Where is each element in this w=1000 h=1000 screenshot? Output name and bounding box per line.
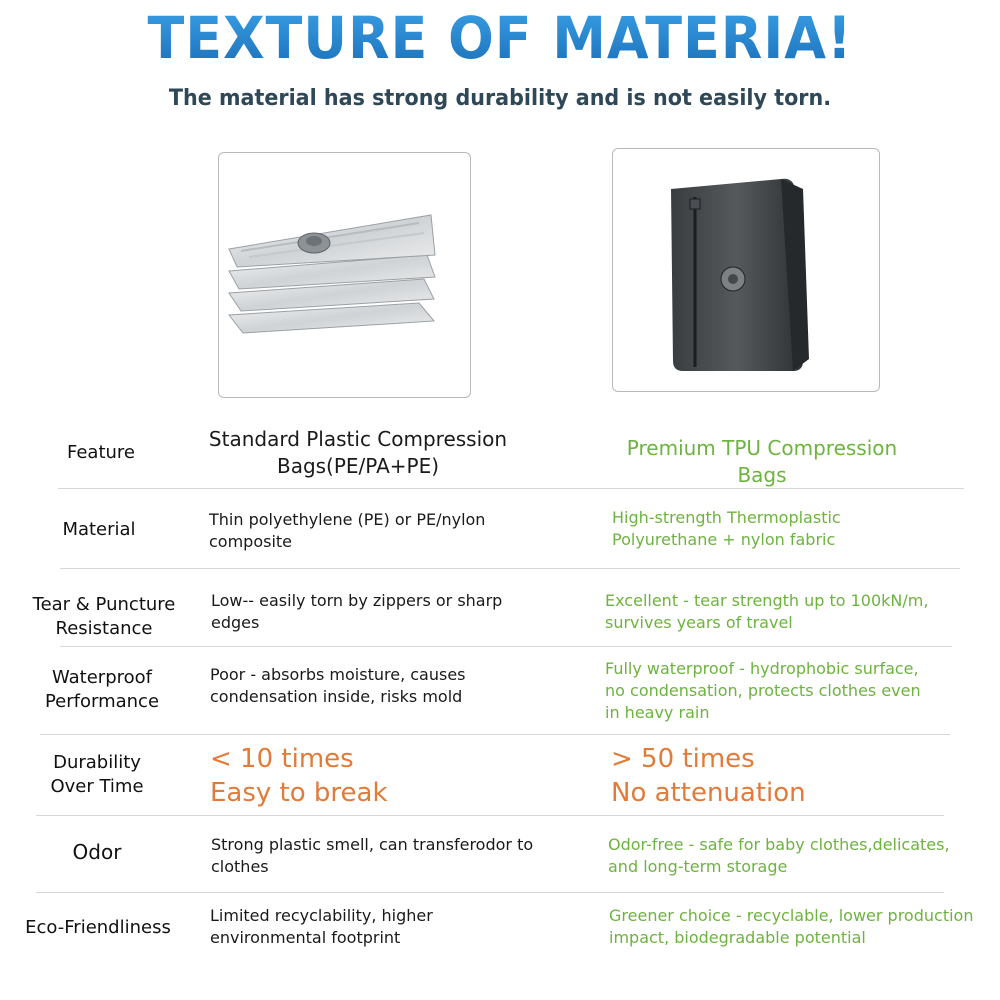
feature-durability: Durability Over Time [50,752,144,797]
header-premium: Premium TPU Compression Bags [626,436,898,487]
row-divider [40,734,950,735]
feature-waterproof: Waterproof Performance [44,667,160,712]
standard-durability-note: Easy to break [210,778,388,808]
standard-durability-count: < 10 times [210,744,354,774]
valve-icon [298,233,330,253]
standard-tear-resistance: Low-- easily torn by zippers or sharp edges [211,591,503,632]
feature-odor: Odor [72,840,122,864]
premium-material: High-strength Thermoplastic Polyurethane + nylon fabric [612,508,841,549]
premium-tear-resistance: Excellent - tear strength up to 100kN/m, survives years of travel [605,591,929,632]
standard-eco: Limited recyclability, higher environmental footprint [210,906,433,947]
row-divider [36,892,944,893]
row-divider [36,815,944,816]
page-subtitle: The material has strong durability and is not easily torn. [168,86,832,111]
tpu-bag-photo [612,148,880,392]
feature-eco: Eco-Friendliness [25,917,171,938]
header-feature: Feature [66,442,136,463]
standard-plastic-bags-photo [218,152,471,398]
premium-eco: Greener choice - recyclable, lower production impact, biodegradable potential [609,906,974,947]
row-divider [58,488,964,489]
premium-odor: Odor-free - safe for baby clothes,delicates, and long-term storage [608,835,950,876]
standard-material: Thin polyethylene (PE) or PE/nylon composite [209,510,486,551]
standard-waterproof: Poor - absorbs moisture, causes condensation inside, risks mold [210,665,466,706]
header-standard: Standard Plastic Compression Bags(PE/PA+PE) [208,427,508,478]
feature-tear-resistance: Tear & Puncture Resistance [32,594,176,639]
page-title: TEXTURE OF MATERIA! [35,4,965,72]
premium-durability-note: No attenuation [611,778,806,808]
premium-durability-count: > 50 times [611,744,755,774]
premium-waterproof: Fully waterproof - hydrophobic surface, no condensation, protects clothes even in heavy rain [605,659,921,722]
feature-material: Material [62,519,136,540]
row-divider [60,646,952,647]
row-divider [60,568,960,569]
standard-odor: Strong plastic smell, can transferodor to clothes [211,835,534,876]
valve-icon [721,267,745,291]
